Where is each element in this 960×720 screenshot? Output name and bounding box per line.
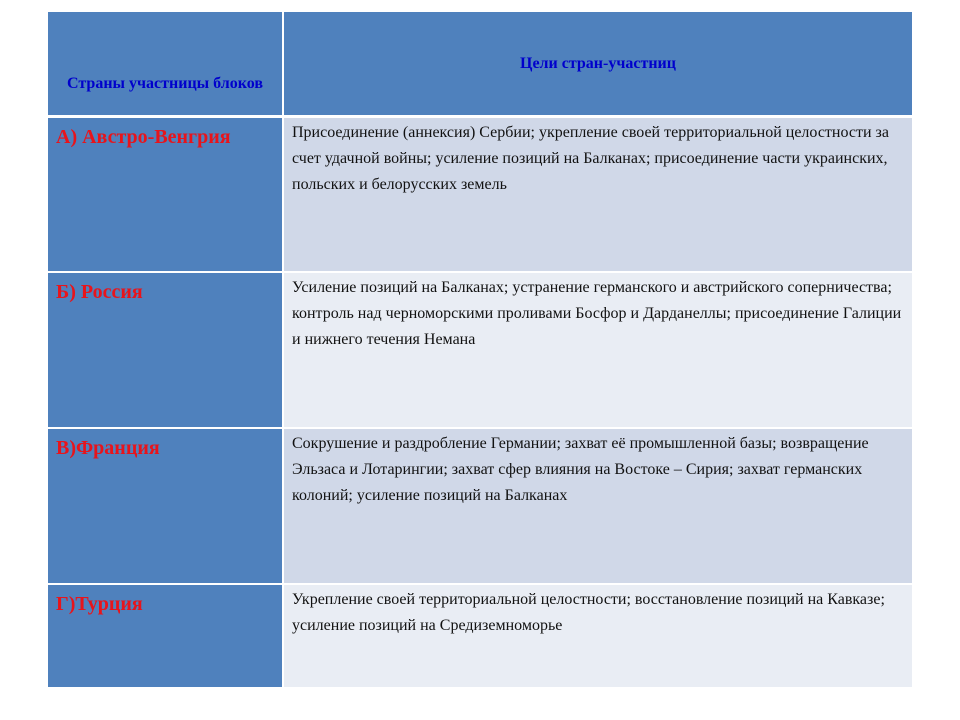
country-cell: А) Австро-Венгрия xyxy=(48,116,283,272)
goals-cell: Сокрушение и раздробление Германии; захват её промышленной базы; возвращение Эльзаса и Лотарингии; захват сфер влияния на Востоке – Сирия; захват германских колоний; усиление позиций на Балканах xyxy=(283,428,912,584)
goals-cell: Присоединение (аннексия) Сербии; укрепление своей территориальной целостности за счет удачной войны; усиление позиций на Балканах; присоединение части украинских, польских и белорусских земель xyxy=(283,116,912,272)
goals-cell: Укрепление своей территориальной целостности; восстановление позиций на Кавказе; усиление позиций на Средиземноморье xyxy=(283,584,912,688)
table-row xyxy=(48,428,912,584)
country-cell: В)Франция xyxy=(48,428,283,584)
table-row xyxy=(48,584,912,688)
header-goals: Цели стран-участниц xyxy=(283,12,912,116)
header-countries: Страны участницы блоков xyxy=(48,12,283,116)
table-row xyxy=(48,116,912,272)
country-cell: Г)Турция xyxy=(48,584,283,688)
table-header-row xyxy=(48,12,912,116)
country-cell: Б) Россия xyxy=(48,272,283,428)
table-row xyxy=(48,272,912,428)
goals-table xyxy=(48,12,912,689)
goals-cell: Усиление позиций на Балканах; устранение германского и австрийского соперничества; контроль над черноморскими проливами Босфор и Дарданеллы; присоединение Галиции и нижнего течения Немана xyxy=(283,272,912,428)
